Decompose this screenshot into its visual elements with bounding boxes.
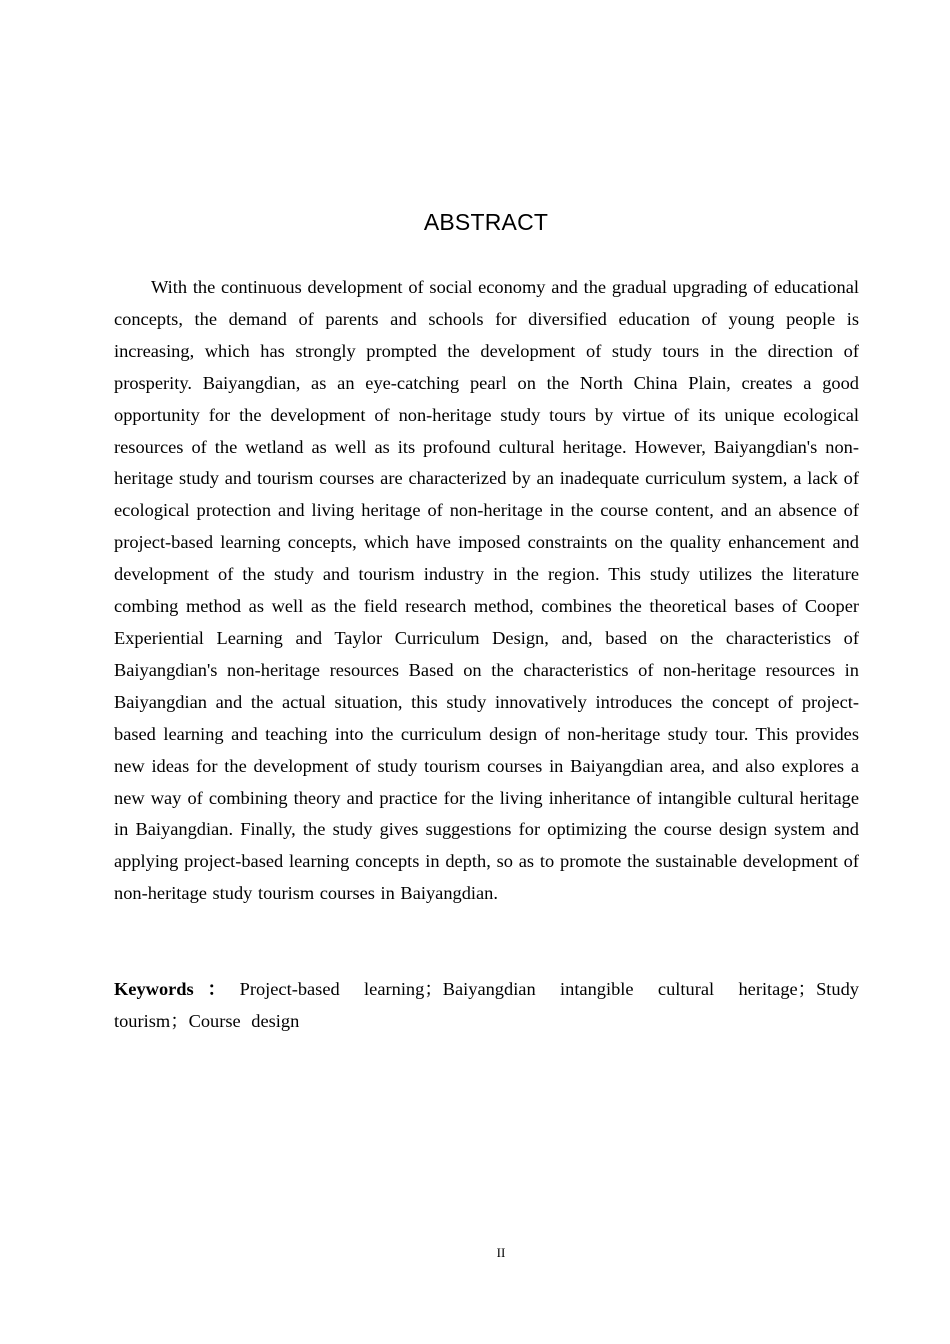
keywords-label: Keywords： <box>114 979 240 999</box>
keywords-paragraph <box>114 974 859 1038</box>
abstract-title: ABSTRACT <box>423 209 549 235</box>
abstract-body: With the continuous development of social economy and the gradual upgrading of educational concepts, the demand of parents and schools for diversified education of young people is increasing, which has strongly prompted the development of study tours in the direction of prosperity. Baiyangdian, as an eye-catching pearl on the North China Plain, creates a good opportunity for the development of non-heritage study tours by virtue of its unique ecological resources of the wetland as well as its profound cultural heritage. However, Baiyangdian's non-heritage study and tourism courses are characterized by an inadequate curriculum system, a lack of ecological protection and living heritage of non-heritage in the course content, and an absence of project-based learning concepts, which have imposed constraints on the quality enhancement and development of the study and tourism industry in the region. This study utilizes the literature combing method as well as the field research method, combines the theoretical bases of Cooper Experiential Learning and Taylor Curriculum Design, and, based on the characteristics of Baiyangdian's non-heritage resources Based on the characteristics of non-heritage resources in Baiyangdian and the actual situation, this study innovatively introduces the concept of project-based learning and teaching into the curriculum design of non-heritage study tour. This provides new ideas for the development of study tourism courses in Baiyangdian area, and also explores a new way of combining theory and practice for the living inheritance of intangible cultural heritage in Baiyangdian. Finally, the study gives suggestions for optimizing the course design system and applying project-based learning concepts in depth, so as to promote the sustainable development of non-heritage study tourism courses in Baiyangdian. <box>114 277 859 904</box>
keywords-value: Project-based learning；Baiyangdian intangible cultural heritage；Study tourism；Course design <box>114 979 859 1031</box>
page-number: II <box>496 1245 506 1260</box>
